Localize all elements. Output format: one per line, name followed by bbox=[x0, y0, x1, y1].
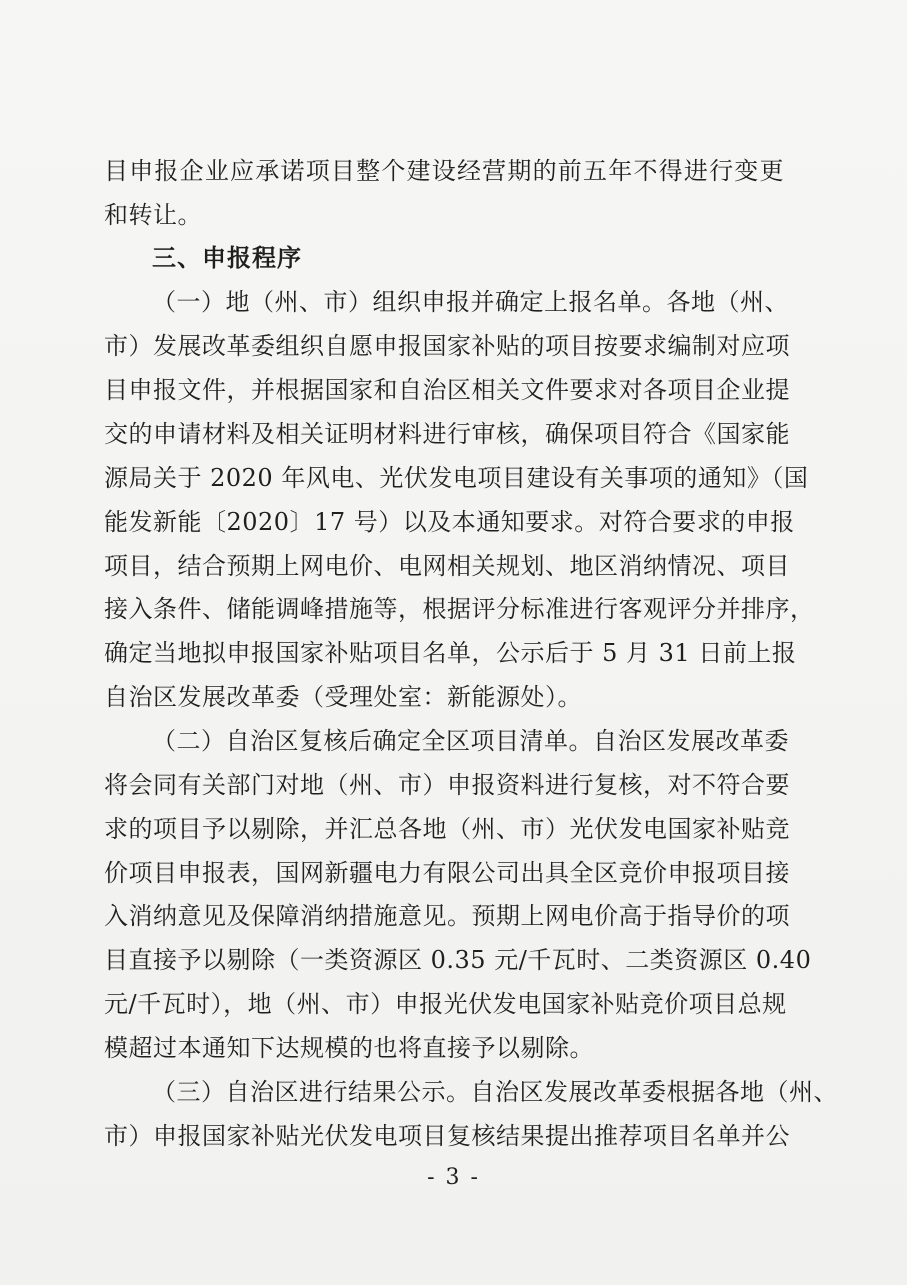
section-heading: 三、申报程序 bbox=[152, 244, 302, 272]
body-line-10: 项目，结合预期上网电价、电网相关规划、地区消纳情况、项目 bbox=[104, 552, 790, 580]
body-line-18: 入消纳意见及保障消纳措施意见。预期上网电价高于指导价的项 bbox=[104, 902, 790, 930]
body-line-5: 市）发展改革委组织自愿申报国家补贴的项目按要求编制对应项 bbox=[104, 332, 790, 360]
page-number: - 3 - bbox=[427, 1165, 480, 1190]
body-line-23: 市）申报国家补贴光伏发电项目复核结果提出推荐项目名单并公 bbox=[104, 1122, 790, 1150]
body-line-12: 确定当地拟申报国家补贴项目名单，公示后于 5 月 31 日前上报 bbox=[104, 639, 797, 667]
body-line-2: 和转让。 bbox=[104, 201, 202, 229]
body-line-15: 将会同有关部门对地（州、市）申报资料进行复核，对不符合要 bbox=[104, 771, 790, 799]
body-line-13: 自治区发展改革委（受理处室：新能源处）。 bbox=[104, 683, 582, 711]
body-line-11: 接入条件、储能调峰措施等，根据评分标准进行客观评分并排序， bbox=[104, 595, 815, 623]
body-line-17: 价项目申报表，国网新疆电力有限公司出具全区竞价申报项目接 bbox=[104, 859, 790, 887]
body-line-1: 目申报企业应承诺项目整个建设经营期的前五年不得进行变更 bbox=[104, 157, 784, 185]
body-line-7: 交的申请材料及相关证明材料进行审核，确保项目符合《国家能 bbox=[104, 420, 790, 448]
body-line-14: （二）自治区复核后确定全区项目清单。自治区发展改革委 bbox=[152, 727, 789, 755]
body-line-8: 源局关于 2020 年风电、光伏发电项目建设有关事项的通知》（国 bbox=[104, 464, 809, 492]
body-line-21: 模超过本通知下达规模的也将直接予以剔除。 bbox=[104, 1034, 594, 1062]
body-line-4: （一）地（州、市）组织申报并确定上报名单。各地（州、 bbox=[152, 288, 789, 316]
body-line-6: 目申报文件，并根据国家和自治区相关文件要求对各项目企业提 bbox=[104, 376, 790, 404]
body-line-20: 元/千瓦时），地（州、市）申报光伏发电国家补贴竞价项目总规 bbox=[104, 990, 787, 1018]
body-line-22: （三）自治区进行结果公示。自治区发展改革委根据各地（州、 bbox=[152, 1078, 838, 1106]
body-line-19: 目直接予以剔除（一类资源区 0.35 元/千瓦时、二类资源区 0.40 bbox=[104, 946, 812, 974]
body-line-16: 求的项目予以剔除，并汇总各地（州、市）光伏发电国家补贴竞 bbox=[104, 815, 790, 843]
body-line-9: 能发新能〔2020〕17 号）以及本通知要求。对符合要求的申报 bbox=[104, 508, 795, 536]
